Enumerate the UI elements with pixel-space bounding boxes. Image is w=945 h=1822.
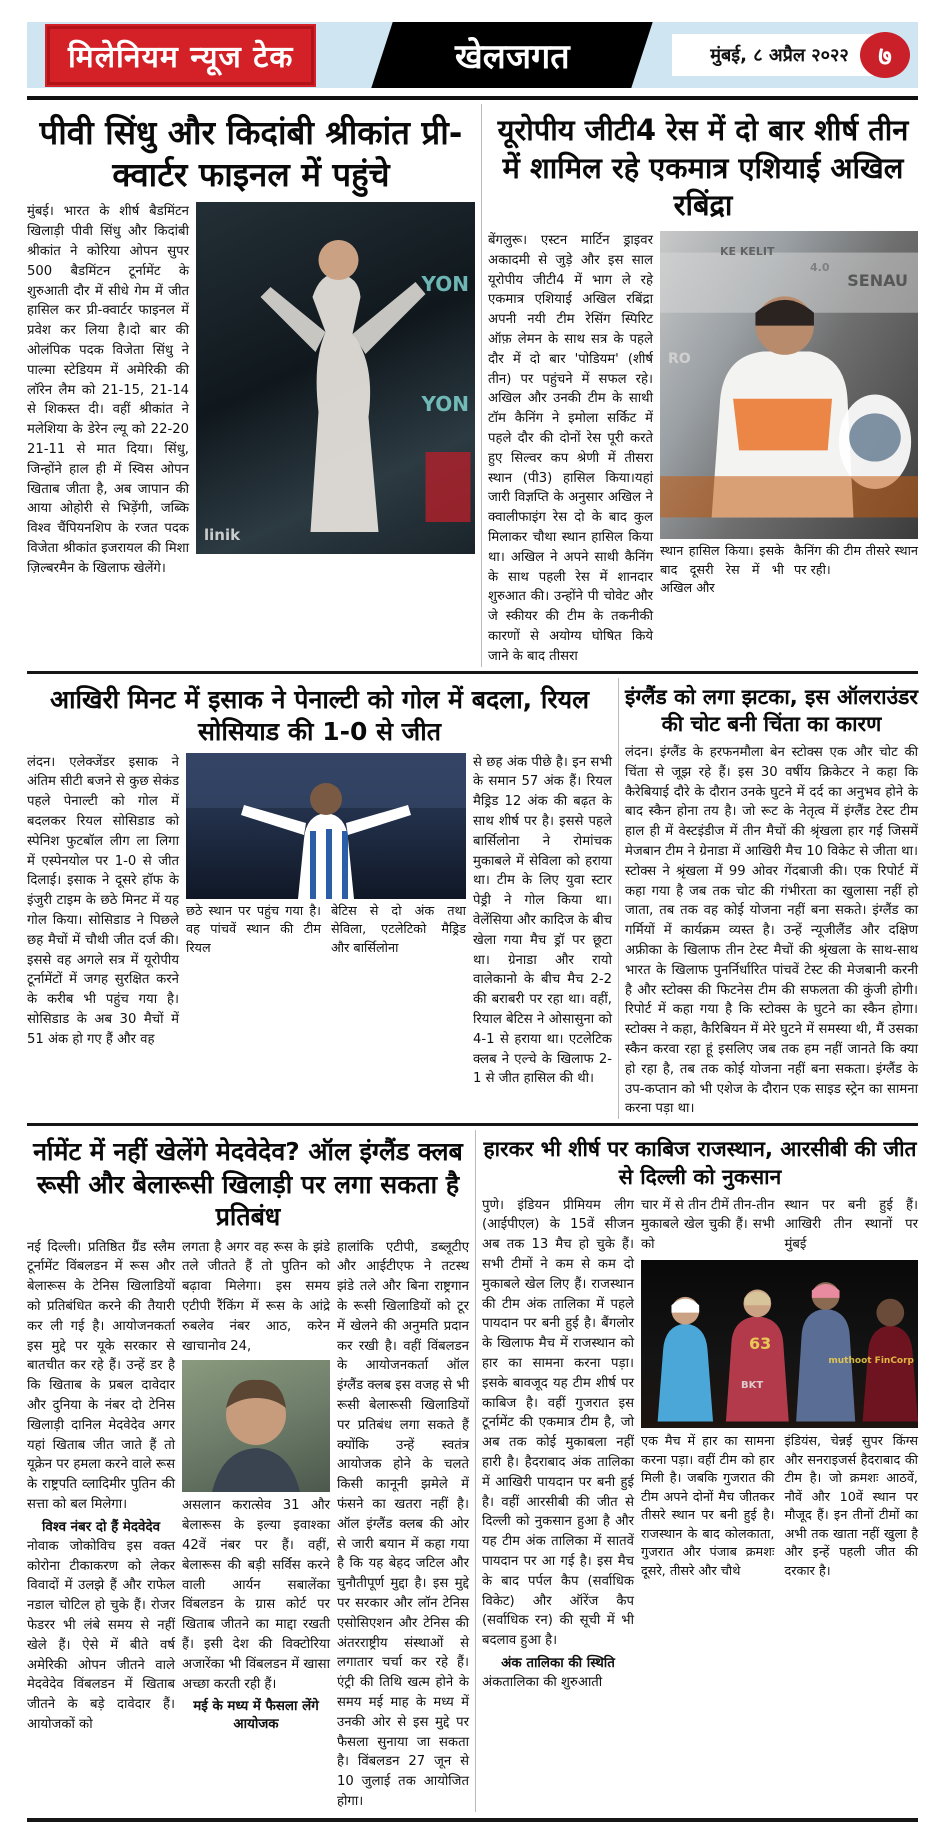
medvedev-photo — [182, 1360, 330, 1492]
wimbledon-col1-text-b: नोवाक जोकोविच इस वक्त कोरोना टीकाकरण को लेकर विवादों में उलझे हैं और राफेल नडाल चोटिल हो चुके हैं। रोजर फेडरर भी लंबे समय से नहीं खेले हैं। ऐसे में बीते वर्ष अमेरिकी ओपन जीतने वाले मेदवेदेव विंबलडन में खिताब जीतने के बड़े दावेदार हैं। आयोजकों को — [27, 1538, 175, 1732]
ipl-intro-left: चार में से तीन टीमें तीन-तीन मुकाबले खेल चुकी हैं। सभी को — [641, 1197, 775, 1253]
article-wimbledon-headline: र्नामेंट में नहीं खेलेंगे मेदवेदेव? ऑल इंग्लैंड क्लब रूसी और बेलारूसी खिलाड़ी पर लगा सकता है प्रतिबंध — [33, 1137, 463, 1232]
brand-logo: मिलेनियम न्यूज टेक — [47, 26, 314, 85]
article-ipl — [482, 1130, 918, 1812]
cricket-sponsor-muthoot: muthoot FinCorp — [828, 1356, 914, 1366]
article-gt4-headline: यूरोपीय जीटी4 रेस में दो बार शीर्ष तीन में शामिल रहे एकमात्र एशियाई अखिल रबिंद्रा — [497, 113, 909, 223]
wimbledon-col2-text-a: लगता है अगर वह रूस के झंडे तले जीतते हैं तो पुतिन को बढ़ावा मिलेगा। इस समय एटीपी रैंकिंग में रूस के आंद्रे रुबलेव नंबर आठ, करेन खाचानोव 24, — [182, 1239, 330, 1354]
article-laliga-col-left: लंदन। एलेक्जेंडर इसाक ने अंतिम सीटी बजने से कुछ सेकंड पहले पेनाल्टी को गोल में बदलकर रियल सोसिडाड को स्पेनिश फुटबॉल लीग ला लिगा में एस्पेनयोल पर 1-0 से जीत दिलाई। इसाक ने दूसरे हॉफ के इंजुरी टाइम के छठे मिनट में यह गोल किया। सोसिडाड ने पिछले छह मैचों में चौथी जीत दर्ज की। इससे वह अगले सत्र में यूरोपीय टूर्नामेंटों में जगह सुरक्षित करने के करीब भी पहुंच गया है। सोसिडाड के अब 30 मैचों में 51 अंक हो गए हैं और वह — [27, 754, 179, 1047]
ipl-photo-caption — [641, 1433, 918, 1581]
football-photo — [186, 753, 466, 899]
section-banner — [371, 22, 652, 88]
football-photo-caption — [186, 903, 466, 959]
cricket-sponsor-bkt: BKT — [741, 1380, 764, 1391]
masthead — [27, 22, 918, 88]
article-ipl-col1 — [482, 1196, 634, 1693]
column-divider — [481, 104, 482, 667]
badminton-photo-watermark-3: linik — [204, 526, 241, 545]
ipl-intro-right: स्थान पर बनी हुई हैं। आखिरी तीन स्थानों पर मुंबई — [784, 1197, 918, 1253]
wimbledon-col1-text-a: नई दिल्ली। प्रतिष्ठित ग्रैंड स्लैम टूर्नामेंट विंबलडन में रूस और बेलारूस के टेनिस खिलाडियों को प्रतिबंधित करने की तैयारी कर ली गई है। आयोजनकर्ता इस मुद्दे पर यूके सरकार से बातचीत कर रहे हैं। उन्हें डर है कि खिताब के प्रबल दावेदार और दुनिया के नंबर दो टेनिस खिलाड़ी दानिल मेदवेदेव अगर यहां खिताब जीत जाते हैं तो यूक्रेन पर हमला करने वाले रूस के राष्ट्रपति व्लादिमीर पुतिन की सत्ता को बल मिलेगा। — [27, 1239, 175, 1513]
article-ipl-body-row — [482, 1196, 918, 1693]
section-rule-2 — [27, 1123, 918, 1126]
race-photo-sponsor-1: SENAU — [847, 271, 908, 291]
medvedev-silhouette — [182, 1360, 330, 1492]
race-photo-sponsor-2: KE KELIT — [720, 245, 775, 259]
ipl-caption-left: एक मैच में हार का सामना करना पड़ा। वहीं टीम को हार मिली है। जबकि गुजरात की टीम अपने दोनों मैच जीतकर तीसरे स्थान पर बनी हुई है। राजस्थान के बाद कोलकाता, गुजरात और पंजाब क्रमशः दूसरे, तीसरे और चौथे — [641, 1434, 775, 1579]
ipl-col1-text-b: अंकतालिका की शुरुआती — [482, 1674, 603, 1690]
ipl-intro-columns — [641, 1196, 918, 1255]
badminton-photo — [196, 202, 475, 554]
badminton-photo-watermark-2: YON — [421, 392, 469, 417]
article-gt4 — [488, 104, 918, 667]
article-badminton-body-row — [27, 202, 475, 578]
ipl-caption-right: इंडियंस, चेन्नई सुपर किंग्स और सनराइजर्स हैदराबाद की टीम है। जो क्रमशः आठवें, नौवें और 10वें स्थान पर मौजूद हैं। इन तीनों टीमों का अभी तक खाता नहीं खुला है और इन्हें पहली जीत की दरकार है। — [784, 1434, 918, 1579]
article-badminton-body: मुंबई। भारत के शीर्ष बैडमिंटन खिलाड़ी पीवी सिंधु और किदांबी श्रीकांत ने कोरिया ओपन सुपर 500 बैडमिंटन टूर्नामेंट के शुरुआती दौर में सीधे गेम में जीत हासिल कर प्री-क्वार्टर फाइनल में प्रवेश कर लिया है।दो बार की ओलंपिक पदक विजेता सिंधु ने पाल्मा स्टेडियम में अमेरिकी की लॉरेन लैम को 21-15, 21-14 से शिकस्त दी। वहीं श्रीकांत ने मलेशिया के डेरेन ल्यू को 22-20 21-11 से मात दिया। सिंधु, जिन्होंने हाल ही में स्विस ओपन खिताब जीता है, अब जापान की आया ओहोरी से भिड़ेंगी, जब्कि विश्व चैंपियनशिप के रजत पदक विजेता श्रीकांत इजरायल की मिशा ज़िल्बरमैन के खिलाफ खेलेंगे। — [27, 204, 189, 576]
article-badminton-headline: पीवी सिंधु और किदांबी श्रीकांत प्री-क्वार्टर फाइनल में पहुंचे — [39, 113, 463, 195]
article-gt4-photo-block — [660, 231, 918, 667]
cricket-players-silhouettes — [641, 1260, 918, 1428]
football-caption-left: छठे स्थान पर पहुंच गया है। वह पांचवें स्थान की टीम रियल — [186, 903, 321, 956]
bottom-row — [27, 1130, 918, 1822]
article-badminton — [27, 104, 475, 667]
race-driver-photo — [660, 231, 918, 539]
football-caption-right: बेटिस से दो अंक तथा सेविला, एटलेटिको मैड्रिड और बार्सिलोना — [331, 903, 466, 956]
top-row — [27, 104, 918, 667]
section-rule-1 — [27, 671, 918, 674]
article-stokes-body: लंदन। इंग्लैंड के हरफनमौला बेन स्टोक्स एक और चोट की चिंता से जूझ रहे हैं। इस 30 वर्षीय क्रिकेटर ने कहा कि कैरेबियाई दौरे के दौरान उनके घुटने में दर्द का अनुभव होने के बाद स्कैन होना तय है। जो रूट के नेतृत्व में इंग्लैंड टेस्ट टीम हाल ही में वेस्टइंडीज में तीन मैचों की श्रृंखला हार गई जिसमें मेजबान टीम ने ग्रेनाडा में आखिरी मैच 10 विकेट से जीता था। स्टोक्स ने श्रृंखला में 99 ओवर गेंदबाजी की। एक रिपोर्ट में कहा गया है जब तक चोट की गंभीरता का खुलासा नहीं हो जाता, तब तक वह कोई योजना नहीं बना सकते। इंग्लैंड का गर्मियों में कार्यक्रम व्यस्त है। उन्हें न्यूजीलैंड और दक्षिण अफ्रीका के खिलाफ तीन टेस्ट मैचों की श्रृंखला के साथ-साथ भारत के खिलाफ पुनर्निर्धारित पांचवें टेस्ट की मेजबानी करनी है और स्टोक्स की फिटनेस टीम की सफलता की कुंजी होगी। रिपोर्ट में कहा गया है कि स्टोक्स के घुटने का स्कैन होगा। स्टोक्स ने कहा, कैरिबियन में मेरे घुटने में समस्या थी, मैं उसका स्कैन करवा रहा हूं इसलिए जब तक हम नहीं जानते कि क्या हो रहा है, तब तक कोई योजना नहीं बना सकता। इंग्लैंड के उप-कप्तान को भी एशेज के दौरान एक साइड स्ट्रेन का सामना करना पड़ा था। — [625, 745, 918, 1117]
race-photo-sponsor-3: 4.0 — [810, 261, 830, 275]
article-ipl-right — [641, 1196, 918, 1693]
page-number-badge: ७ — [860, 32, 910, 78]
wimbledon-subhead-1: विश्व नंबर दो हैं मेदवेदेव — [41, 1519, 161, 1535]
article-laliga-photo-block — [186, 753, 466, 1090]
article-stokes-headline: इंग्लैंड को लगा झटका, इस ऑलराउंडर की चोट बनी चिंता का कारण — [625, 684, 918, 737]
footballer-silhouette — [186, 753, 466, 899]
badminton-photo-watermark-1: YON — [421, 272, 469, 297]
article-wimbledon-col1 — [27, 1238, 175, 1812]
article-laliga-headline: आखिरी मिनट में इसाक ने पेनाल्टी को गोल में बदला, रियल सोसियाड की 1-0 से जीत — [49, 684, 590, 747]
race-photo-caption — [660, 543, 918, 599]
ipl-col1-text: पुणे। इंडियन प्रीमियम लीग (आईपीएल) के 15वें सीजन अब तक 13 मैच हो चुके हैं। सभी टीमों ने कम से कम दो मुकाबले खेल लिए हैं। राजस्थान की टीम अंक तालिका में पहले पायदान पर बनी हुई है। बैंगलोर के खिलाफ मैच में राजस्थान को हार का सामना करना पड़ा। इसके बावजूद यह टीम शीर्ष पर काबिज है। वहीं गुजरात इस टूर्नामेंट की एकमात्र टीम है, जो अब तक कोई मुकाबला नहीं हारी है। हैदराबाद अंक तालिका में आखिरी पायदान पर बनी हुई है। वहीं आरसीबी की जीत से दिल्ली को नुकसान हुआ है और यह टीम अंक तालिका में सातवें पायदान पर आ गई है। इस मैच के बाद पर्पल कैप (सर्वाधिक विकेट) और ऑरेंज कैप (सर्वाधिक रन) की सूची में भी बदलाव हुआ है। — [482, 1197, 634, 1649]
article-laliga-body-row — [27, 753, 612, 1090]
article-stokes — [625, 678, 918, 1120]
article-wimbledon-col3: हालांकि एटीपी, डब्लूटीए और आईटीएफ ने तटस्थ झंडे तले और बिना राष्ट्रगान के रूसी खिलाडियों को टूर में खेलने की अनुमति प्रदान कर रखी है। वहीं विंबलडन के आयोजनकर्ता ऑल इंग्लैंड क्लब इस वजह से भी रूसी बेलारूसी खिलाडियों पर प्रतिबंध लगा सकते हैं क्योंकि उन्हें स्वतंत्र आयोजक होने के चलते किसी कानूनी झमेले में फंसने का खतरा नहीं है। ऑल इंग्लैंड क्लब की ओर से जारी बयान में कहा गया है कि यह बेहद जटिल और चुनौतीपूर्ण मुद्दा है। इस मुद्दे पर सरकार और लॉन टेनिस एसोसिएशन और टेनिस की अंतरराष्ट्रीय संस्थाओं से लगातार चर्चा कर रहे हैं। एंट्री की तिथि खत्म होने के समय मई माह के मध्य में उनकी ओर से इस मुद्दे पर फैसला सुनाया जा सकता है। विंबलडन 27 जून से 10 जुलाई तक आयोजित होगा। — [337, 1239, 469, 1809]
newspaper-page — [0, 22, 945, 1809]
ipl-subhead: अंक तालिका की स्थिति — [501, 1655, 615, 1671]
race-caption-right: कैनिंग की टीम तीसरे स्थान पर रही। — [794, 544, 918, 578]
article-wimbledon-body-row — [27, 1238, 469, 1812]
wimbledon-subhead-2: मई के मध्य में फैसला लेंगे आयोजक — [193, 1699, 319, 1733]
middle-row — [27, 678, 918, 1120]
section-title: खेलजगत — [454, 37, 570, 77]
cricket-jersey-number: 63 — [749, 1334, 772, 1353]
column-divider — [475, 1130, 476, 1812]
masthead-rule — [27, 96, 918, 100]
column-divider — [618, 678, 619, 1120]
article-laliga-col-right: से छह अंक पीछे है। इन सभी के समान 57 अंक हैं। रियल मैड्रिड 12 अंक की बढ़त के साथ शीर्ष पर है। इससे पहले बार्सिलोना ने रोमांचक मुकाबले में सेविला को हराया था। टीम के लिए युवा स्टार पेड्री ने गोल किया था। वेलेंसिया और कादिज के बीच खेला गया मैच ड्रॉ पर छूटा था। ग्रेनाडा और रायो वालेकानो के बीच मैच 2-2 की बराबरी पर रहा था। वहीं, रियाल बेटिस ने ओसासुना को 4-1 से हराया था। एटलेटिक क्लब ने एल्चे के खिलाफ 2-1 से जीत हासिल की थी। — [473, 754, 612, 1087]
article-gt4-body: बेंगलुरू। एस्टन मार्टिन ड्राइवर अकादमी से जुड़े और इस साल यूरोपीय जीटी4 में भाग ले रहे एकमात्र एशियाई अखिल रबिंद्रा अपनी नयी टीम रेसिंग स्पिरिट ऑफ़ लेमन के साथ सत्र के पहले दौर में दो बार 'पोडियम' (शीर्ष तीन) पर पहुंचने में सफल रहे। अखिल और उनकी टीम के साथी टॉम कैनिंग ने इमोला सर्किट में पहले दौर की दोनों रेस पूरी करते हुए सिल्वर कप श्रेणी में तीसरा स्थान (पी3) हासिल किया।यहां जारी विज्ञप्ति के अनुसार अखिल ने क्वालीफाइंग रेस दो के बाद कुल मिलाकर चौथा स्थान हासिल किया था। अखिल ने अपने साथी कैनिंग के साथ पहली रेस में शानदार शुरुआत की। उन्होंने पी चोवेट और जे स्कीयर की टीम के तकनीकी कारणों से अयोग्य घोषित किये जाने के बाद तीसरा — [488, 233, 653, 664]
badminton-player-silhouette — [196, 202, 475, 554]
race-photo-sponsor-4: RO — [668, 351, 691, 368]
article-wimbledon-col2 — [182, 1238, 330, 1812]
article-laliga — [27, 678, 612, 1120]
article-ipl-headline: हारकर भी शीर्ष पर काबिज राजस्थान, आरसीबी की जीत से दिल्ली को नुकसान — [483, 1137, 917, 1189]
cricket-photo — [641, 1260, 918, 1428]
article-gt4-body-row — [488, 231, 918, 667]
article-wimbledon — [27, 1130, 469, 1812]
race-caption-left: स्थान हासिल किया। इसके बाद दूसरी रेस में भी अखिल और — [660, 544, 784, 597]
wimbledon-col2-text-b: असलान करात्सेव 31 और बेलारूस के इल्या इवाश्का 42वें नंबर पर हैं। वहीं, बेलारूस की बड़ी सर्विस करने वाली आर्यन सबालेंका विंबलडन के ग्रास कोर्ट पर खिताब जीतने का माद्दा रखती हैं। इसी देश की विक्टोरिया अजारेंका भी विंबलडन में खासा अच्छा करती रही हैं। — [182, 1498, 330, 1692]
dateline: मुंबई, ८ अप्रैल २०२२ — [672, 34, 887, 76]
